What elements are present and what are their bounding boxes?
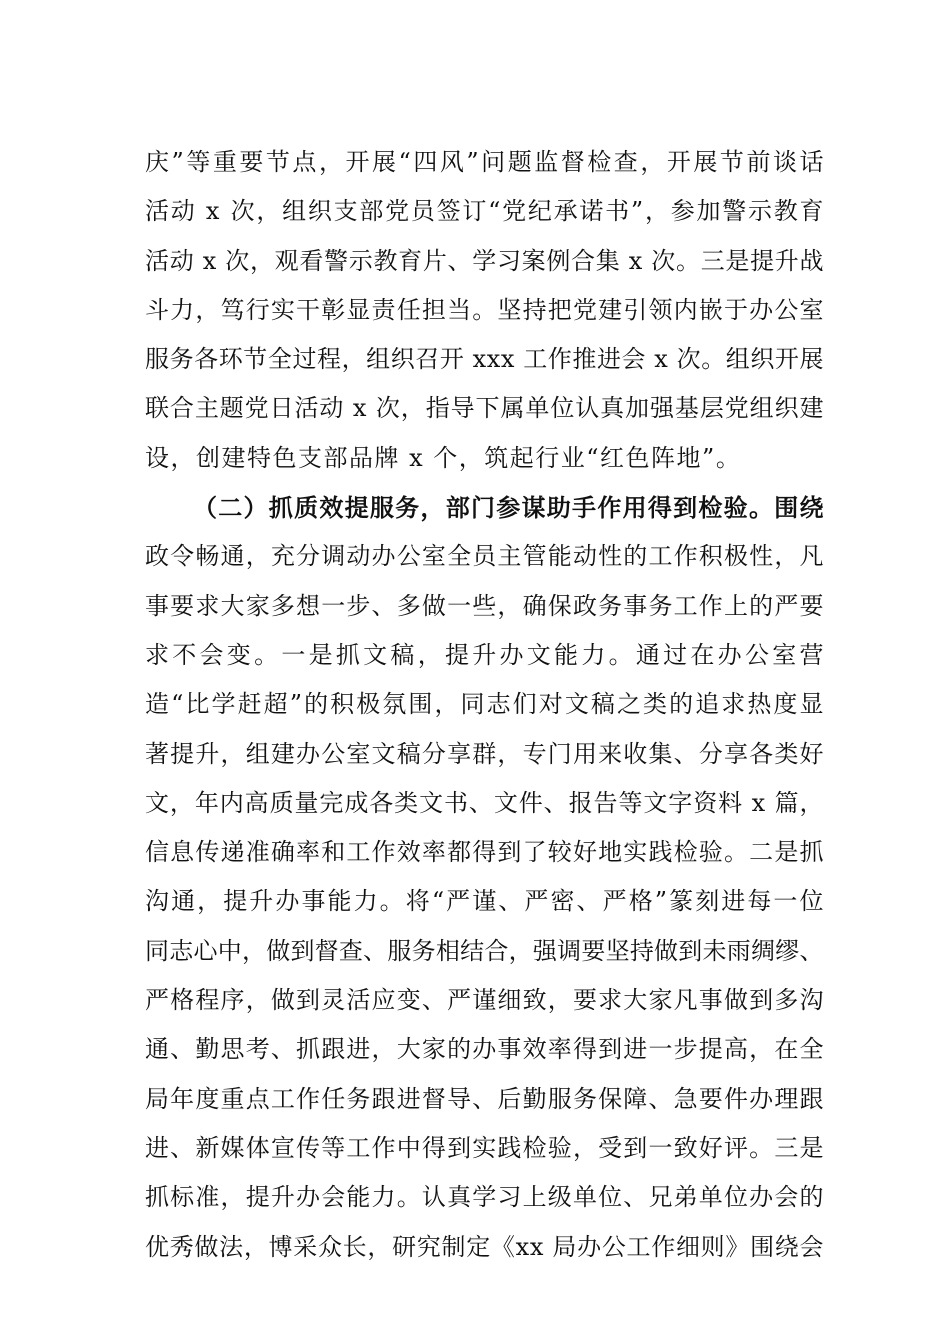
body-text — [145, 138, 825, 1272]
paragraph-line: 优秀做法，博采众长，研究制定《xx 局办公工作细则》围绕会 — [145, 1232, 825, 1261]
paragraph-line: 政令畅通，充分调动办公室全员主管能动性的工作积极性，凡 — [145, 542, 825, 571]
paragraph-line: 著提升，组建办公室文稿分享群，专门用来收集、分享各类好 — [145, 739, 825, 768]
paragraph-line: 求不会变。一是抓文稿，提升办文能力。通过在办公室营 — [145, 640, 827, 669]
paragraph-line: 沟通，提升办事能力。将“严谨、严密、严格”篆刻进每一位 — [145, 887, 826, 916]
paragraph-line: 同志心中，做到督查、服务相结合，强调要坚持做到未雨绸缪、 — [145, 936, 824, 965]
paragraph-line: 事要求大家多想一步、多做一些，确保政务事务工作上的严要 — [145, 591, 825, 620]
paragraph-line: 庆”等重要节点，开展“四风”问题监督检查，开展节前谈话 — [145, 148, 827, 176]
paragraph-line: 信息传递准确率和工作效率都得到了较好地实践检验。二是抓 — [145, 838, 825, 867]
paragraph-line: 设，创建特色支部品牌 x 个，筑起行业“红色阵地”。 — [145, 443, 742, 472]
paragraph-line: 联合主题党日活动 x 次，指导下属单位认真加强基层党组织建 — [145, 394, 825, 423]
paragraph-line: 文，年内高质量完成各类文书、文件、报告等文字资料 x 篇， — [145, 788, 825, 817]
paragraph-line: 活动 x 次，观看警示教育片、学习案例合集 x 次。三是提升战 — [145, 246, 825, 275]
paragraph-line: 服务各环节全过程，组织召开 xxx 工作推进会 x 次。组织开展 — [145, 345, 825, 374]
paragraph-line: 抓标准，提升办会能力。认真学习上级单位、兄弟单位办会的 — [145, 1183, 825, 1212]
paragraph-line: 局年度重点工作任务跟进督导、后勤服务保障、急要件办理跟 — [145, 1084, 825, 1113]
paragraph-line: 进、新媒体宣传等工作中得到实践检验，受到一致好评。三是 — [145, 1133, 825, 1162]
paragraph-line: 造“比学赶超”的积极氛围，同志们对文稿之类的追求热度显 — [145, 690, 826, 719]
paragraph-line: 斗力，笃行实干彰显责任担当。坚持把党建引领内嵌于办公室 — [145, 295, 825, 324]
paragraph-line: 活动 x 次，组织支部党员签订“党纪承诺书”，参加警示教育 — [145, 197, 826, 226]
paragraph-line: 通、勤思考、抓跟进，大家的办事效率得到进一步提高，在全 — [145, 1035, 825, 1064]
section-heading-line: （二）抓质效提服务，部门参谋助手作用得到检验。围绕 — [193, 493, 825, 523]
paragraph-line: 严格程序，做到灵活应变、严谨细致，要求大家凡事做到多沟 — [145, 986, 825, 1015]
